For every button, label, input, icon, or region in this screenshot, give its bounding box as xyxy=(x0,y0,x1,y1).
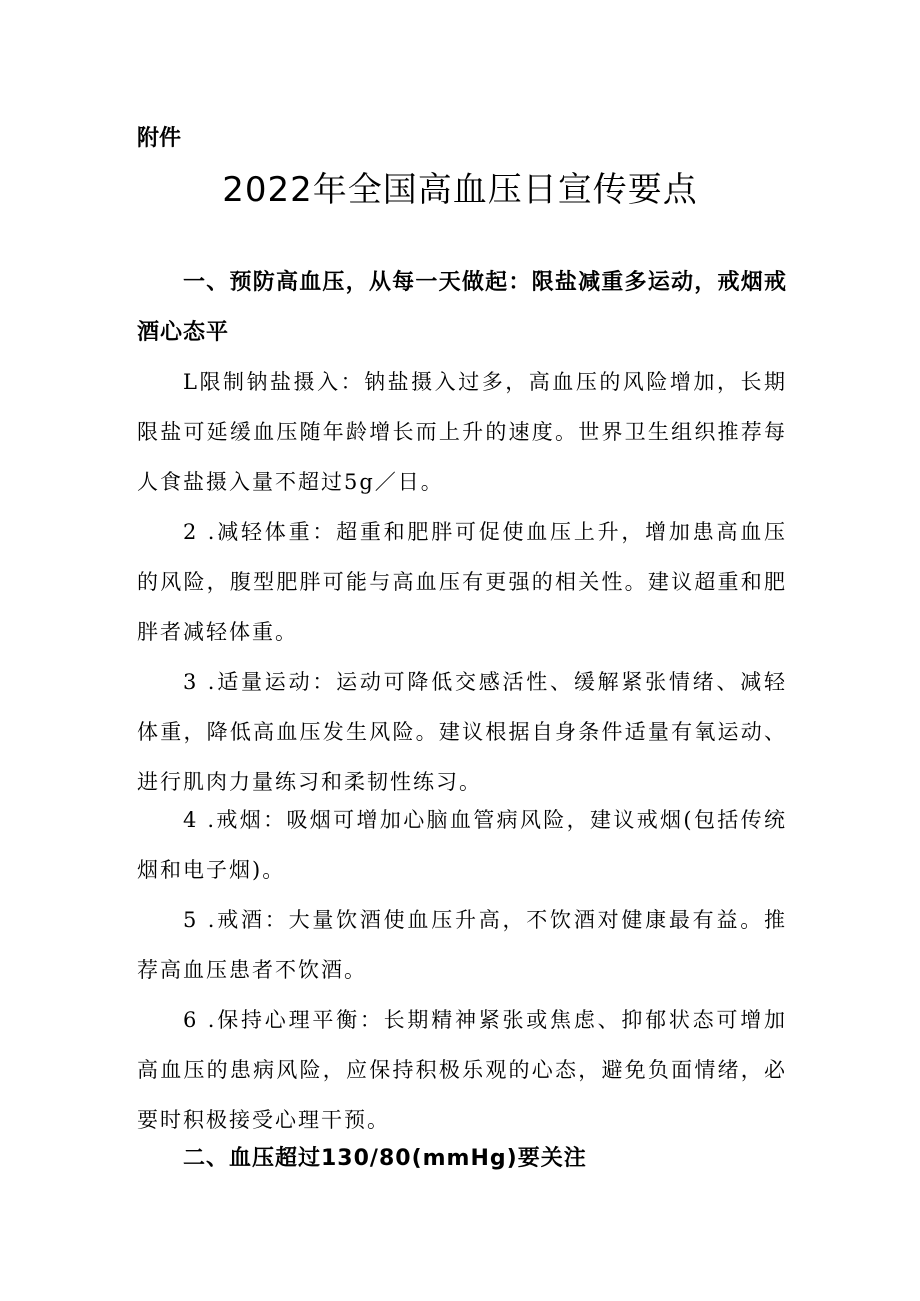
paragraph-salt: L限制钠盐摄入：钠盐摄入过多，高血压的风险增加，长期限盐可延缓血压随年龄增长而上升的速度。世界卫生组织推荐每人食盐摄入量不超过5g／日。 xyxy=(137,370,787,494)
paragraph-weight: 2 .减轻体重：超重和肥胖可促使血压上升，增加患高血压的风险，腹型肥胖可能与高血压有更强的相关性。建议超重和肥胖者减轻体重。 xyxy=(137,520,787,644)
paragraph-exercise: 3 .适量运动：运动可降低交感活性、缓解紧张情绪、减轻体重，降低高血压发生风险。建议根据自身条件适量有氧运动、进行肌肉力量练习和柔韧性练习。 xyxy=(137,670,787,794)
section-heading-1: 一、预防高血压，从每一天做起：限盐减重多运动，戒烟戒酒心态平 xyxy=(137,270,787,345)
paragraph-smoking: 4 .戒烟：吸烟可增加心脑血管病风险，建议戒烟(包括传统烟和电子烟)。 xyxy=(137,808,787,882)
document-title: 2022年全国高血压日宣传要点 xyxy=(222,170,698,210)
attachment-label: 附件 xyxy=(137,126,182,151)
section-heading-2: 二、血压超过130/80(mmHg)要关注 xyxy=(183,1146,587,1171)
paragraph-mental-health: 6 .保持心理平衡：长期精神紧张或焦虑、抑郁状态可增加高血压的患病风险，应保持积极乐观的心态，避免负面情绪，必要时积极接受心理干预。 xyxy=(137,1008,787,1132)
paragraph-alcohol: 5 .戒酒：大量饮酒使血压升高，不饮酒对健康最有益。推荐高血压患者不饮酒。 xyxy=(137,908,787,982)
